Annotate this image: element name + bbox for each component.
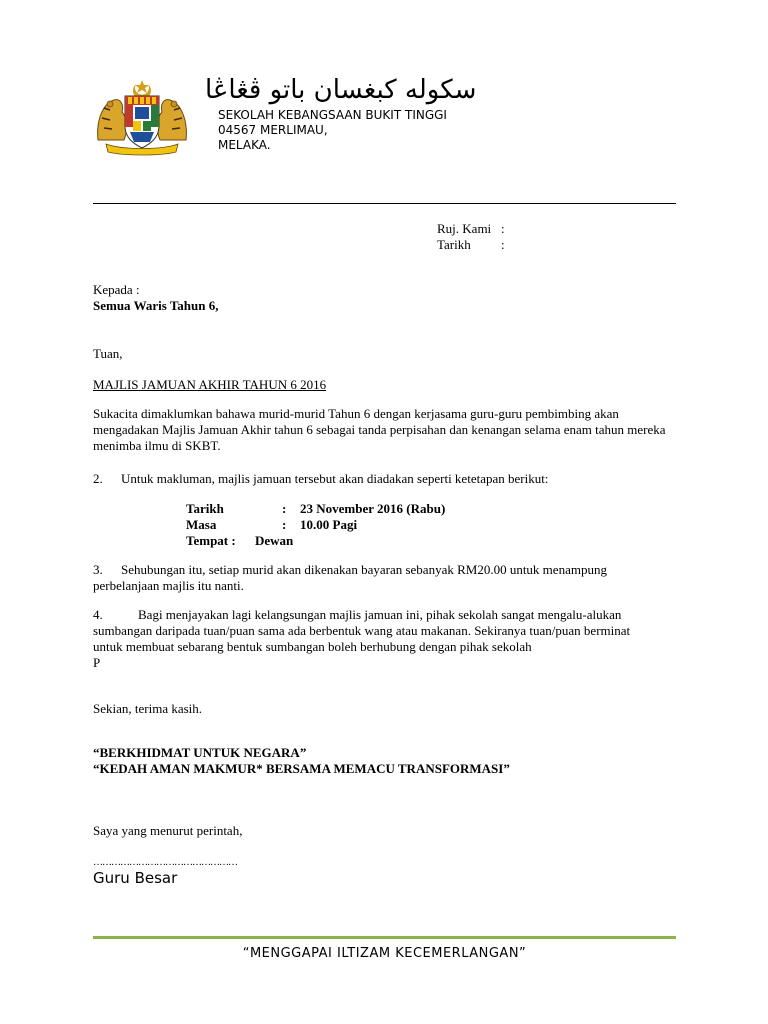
coat-of-arms-logo xyxy=(92,78,192,156)
reference-block xyxy=(437,221,505,253)
school-address xyxy=(218,108,447,153)
header-divider xyxy=(93,203,676,204)
address-line-2: MELAKA. xyxy=(218,138,271,152)
motto-1: “BERKHIDMAT UNTUK NEGARA” xyxy=(93,745,307,760)
tarikh-row xyxy=(437,237,505,253)
signatory-title: Guru Besar xyxy=(93,869,178,887)
address-line-1: 04567 MERLIMAU, xyxy=(218,123,328,137)
detail-masa-label: Masa xyxy=(186,517,217,532)
detail-separator: : xyxy=(282,501,287,516)
footer-divider xyxy=(93,936,676,939)
letter-subject: MAJLIS JAMUAN AKHIR TAHUN 6 2016 xyxy=(93,377,327,392)
detail-row-tarikh xyxy=(186,501,445,517)
salutation: Tuan, xyxy=(93,346,123,361)
paragraph-4-rest: sumbangan daripada tuan/puan sama ada berbentuk wang atau makanan. Sekiranya tuan/puan berminat untuk membuat sebarang bentuk sumbangan boleh berhubung dengan pihak sekolah xyxy=(93,623,631,654)
motto-2: “KEDAH AMAN MAKMUR* BERSAMA MEMACU TRANSFORMASI” xyxy=(93,761,510,776)
paragraph-4-number: 4. xyxy=(93,607,103,622)
paragraph-1: Sukacita dimaklumkan bahawa murid-murid Tahun 6 dengan kerjasama guru-guru pembimbing akan mengadakan Majlis Jamuan Akhir tahun 6 sebagai tanda perpisahan dan kenangan selama enam tahun mereka menimba ilmu di SKBT. xyxy=(93,406,666,453)
detail-row-tempat xyxy=(186,533,445,549)
school-name: SEKOLAH KEBANGSAAN BUKIT TINGGI xyxy=(218,108,447,122)
paragraph-2-number: 2. xyxy=(93,471,103,486)
paragraph-3-number: 3. xyxy=(93,562,103,577)
event-details xyxy=(186,501,445,549)
detail-masa-value: 10.00 Pagi xyxy=(300,517,358,532)
detail-tarikh-value: 23 November 2016 (Rabu) xyxy=(300,501,446,516)
paragraph-2-text: Untuk makluman, majlis jamuan tersebut akan diadakan seperti ketetapan berikut: xyxy=(121,471,549,486)
school-name-jawi: سکوله کبغسان باتو ڤڠاڠا xyxy=(205,75,477,105)
tarikh-separator: : xyxy=(501,237,505,252)
paragraph-4-stray: P xyxy=(93,655,101,670)
detail-tarikh-label: Tarikh xyxy=(186,501,224,516)
detail-row-masa xyxy=(186,517,445,533)
paragraph-4-text: Bagi menjayakan lagi kelangsungan majlis jamuan ini, pihak sekolah sangat mengalu-alukan xyxy=(138,607,622,622)
footer-slogan: “MENGGAPAI ILTIZAM KECEMERLANGAN” xyxy=(242,946,527,961)
recipient-name: Semua Waris Tahun 6, xyxy=(93,298,219,313)
closing-thanks: Sekian, terima kasih. xyxy=(93,701,203,716)
tarikh-label: Tarikh xyxy=(437,237,471,252)
paragraph-3-line-2: perbelanjaan majlis itu nanti. xyxy=(93,578,244,593)
closing-saya: Saya yang menurut perintah, xyxy=(93,823,243,838)
ruj-row xyxy=(437,221,505,237)
ruj-separator: : xyxy=(501,221,505,236)
paragraph-3-line-1 xyxy=(93,562,683,578)
paragraph-4-line-1 xyxy=(93,607,683,623)
paragraph-2 xyxy=(93,471,683,487)
detail-tempat-label: Tempat : xyxy=(186,533,236,548)
signature-line: ………………………………………… xyxy=(93,857,237,868)
detail-tempat-value: Dewan xyxy=(255,533,294,548)
detail-separator: : xyxy=(282,517,287,532)
ruj-label: Ruj. Kami xyxy=(437,221,492,236)
recipient-label: Kepada : xyxy=(93,282,140,297)
paragraph-3-text: Sehubungan itu, setiap murid akan dikenakan bayaran sebanyak RM20.00 untuk menampung xyxy=(121,562,607,577)
